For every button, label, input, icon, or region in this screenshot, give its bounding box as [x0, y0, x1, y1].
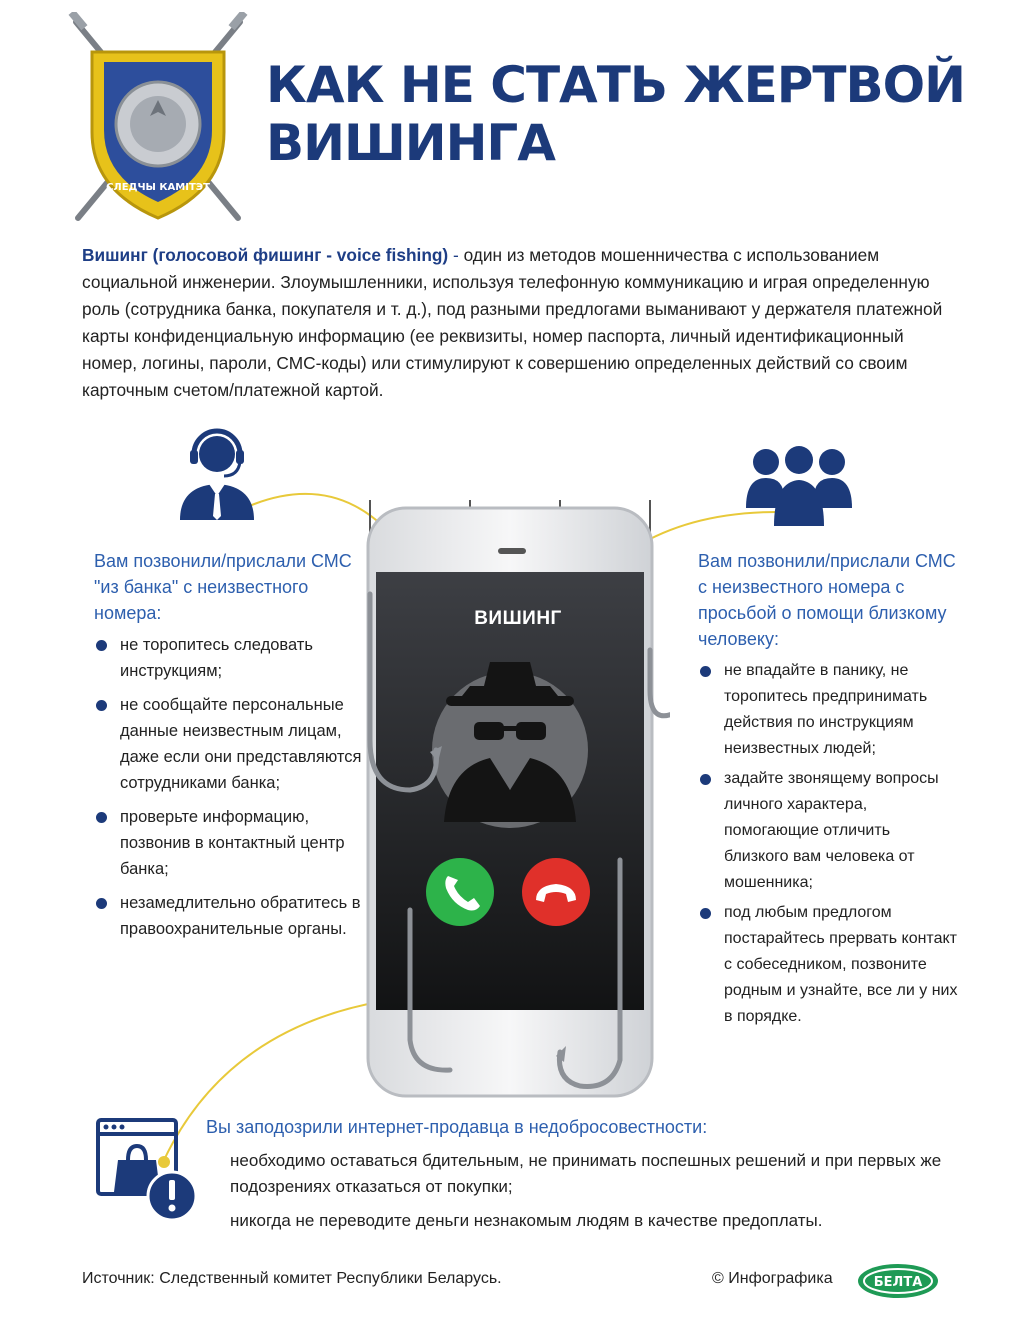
phone-decline-icon — [522, 858, 590, 926]
relative-help-list — [698, 658, 958, 1030]
title-line-1: КАК НЕ СТАТЬ ЖЕРТВОЙ — [266, 56, 965, 114]
intro-term: Вишинг (голосовой фишинг - voice fishing) — [82, 245, 449, 265]
seller-warning-lead: Вы заподозрили интернет-продавца в недобросовестности: — [206, 1117, 708, 1137]
bullet-dot — [96, 812, 107, 823]
phone-accept-icon — [426, 858, 494, 926]
bank-call-lead: Вам позвонили/прислали СМС "из банка" с неизвестного номера: — [94, 551, 352, 623]
list-item: незамедлительно обратитесь в правоохранительные органы. — [94, 890, 364, 942]
smartphone-illustration — [350, 500, 670, 1100]
list-item: не торопитесь следовать инструкциям; — [94, 632, 364, 684]
phone-screen-label: ВИШИНГ — [474, 608, 562, 629]
list-item: под любым предлогом постарайтесь прервать контакт с собеседником, позвоните родным и узнайте, все ли у них в порядке. — [698, 900, 958, 1030]
bank-call-section — [94, 548, 364, 950]
belta-logo-text: БЕЛТА — [873, 1275, 923, 1290]
call-center-agent-icon — [176, 424, 258, 520]
bullet-dot — [96, 700, 107, 711]
shopping-warning-icon — [94, 1116, 202, 1224]
emblem-text: СЛЕДЧЫ КАМІТЭТ — [106, 182, 210, 193]
list-item: не сообщайте персональные данные неизвестным лицам, даже если они представляются сотрудниками банка; — [94, 692, 364, 796]
bullet-dot — [700, 908, 711, 919]
intro-dash: - — [448, 245, 464, 265]
relative-help-lead: Вам позвонили/прислали СМС с неизвестного номера с просьбой о помощи близкому человеку: — [698, 551, 956, 649]
intro-text: один из методов мошенничества с использованием социальной инженерии. Злоумышленники, используя телефонную коммуникацию и играя определенную роль (сотрудника банка, покупателя и т. д.), под разными предлогами выманивают у держателя платежной карты конфиденциальную информацию (ее реквизиты, номер паспорта, личный идентификационный номер, логины, пароли, СМС-коды) или стимулируют к совершению определенных действий со своим карточным счетом/платежной картой. — [82, 245, 943, 400]
bullet-dot — [96, 898, 107, 909]
bullet-dot — [96, 640, 107, 651]
bullet-dot — [700, 774, 711, 785]
list-item: задайте звонящему вопросы личного характера, помогающие отличить близкого вам человека от мошенника; — [698, 766, 958, 896]
footer-source: Источник: Следственный комитет Республики Беларусь. — [82, 1270, 502, 1287]
list-item: не впадайте в панику, не торопитесь предпринимать действия по инструкциям неизвестных людей; — [698, 658, 958, 762]
bullet-dot — [700, 666, 711, 677]
list-item: необходимо оставаться бдительным, не принимать поспешных решений и при первых же подозрениях отказаться от покупки; — [230, 1151, 942, 1196]
footer-credit: © Инфографика — [712, 1270, 833, 1287]
people-group-icon — [744, 446, 854, 526]
seller-warning-list — [230, 1148, 950, 1242]
relative-help-section — [698, 548, 958, 1034]
list-item: проверьте информацию, позвонив в контактный центр банка; — [94, 804, 364, 882]
bank-call-list — [94, 632, 364, 942]
belta-logo — [856, 1262, 940, 1300]
list-item: никогда не переводите деньги незнакомым людям в качестве предоплаты. — [230, 1211, 823, 1230]
title-line-2: ВИШИНГА — [266, 114, 555, 172]
